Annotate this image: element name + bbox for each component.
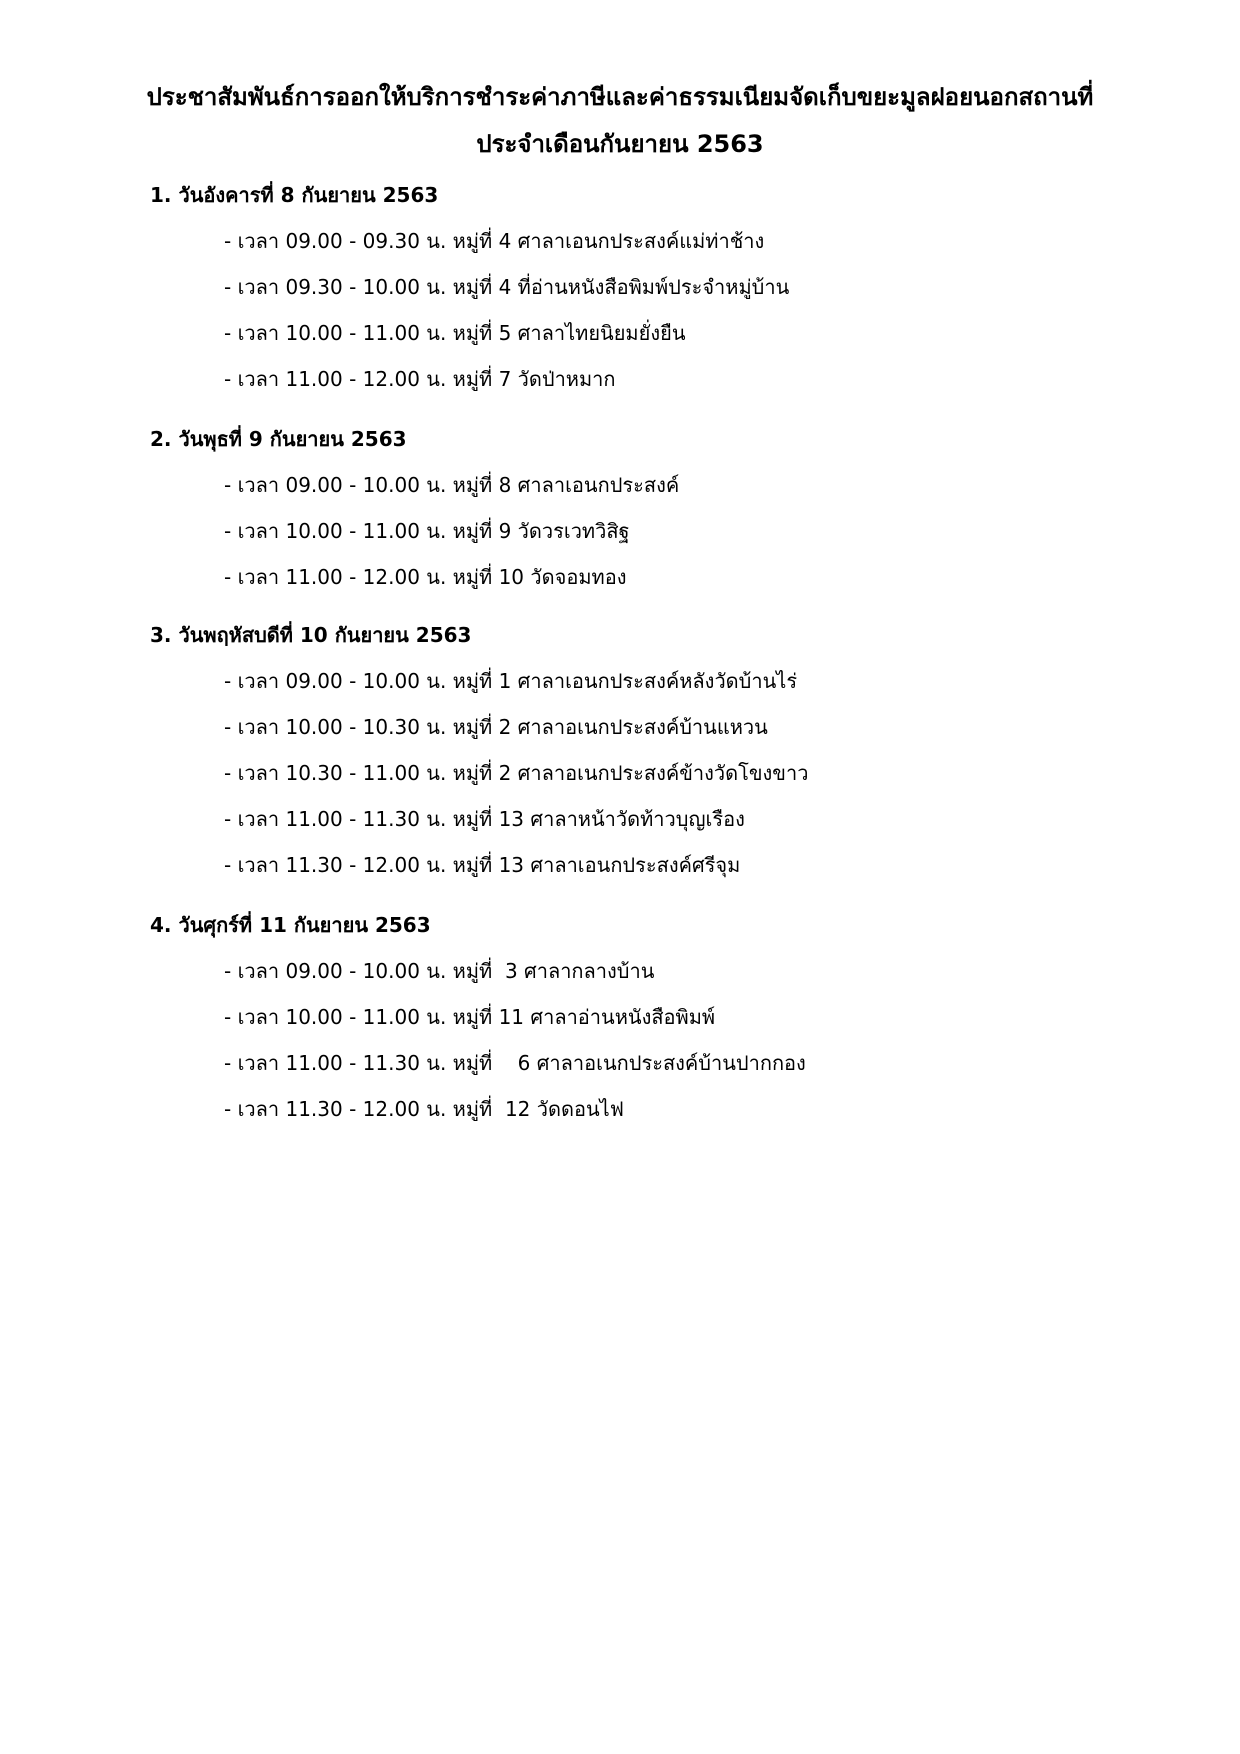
day-1-entry-2: - เวลา 09.30 - 10.00 น. หมู่ที่ 4 ที่อ่านหนังสือพิมพ์ประจำหมู่บ้าน xyxy=(224,275,790,299)
day-1-heading: 1. วันอังคารที่ 8 กันยายน 2563 xyxy=(150,183,439,207)
day-4-entry-1: - เวลา 09.00 - 10.00 น. หมู่ที่ 3 ศาลากลางบ้าน xyxy=(224,959,655,983)
day-2-entry-2: - เวลา 10.00 - 11.00 น. หมู่ที่ 9 วัดวรเวทวิสิฐ xyxy=(224,519,630,543)
day-3-entry-3: - เวลา 10.30 - 11.00 น. หมู่ที่ 2 ศาลาอเนกประสงค์ข้างวัดโขงขาว xyxy=(224,761,809,785)
day-3-entry-5: - เวลา 11.30 - 12.00 น. หมู่ที่ 13 ศาลาเอนกประสงค์ศรีจุม xyxy=(224,853,741,877)
document-title-line-2: ประจำเดือนกันยายน 2563 xyxy=(476,130,764,158)
day-1-entry-3: - เวลา 10.00 - 11.00 น. หมู่ที่ 5 ศาลาไทยนิยมยั่งยืน xyxy=(224,321,686,345)
document-title-line-1: ประชาสัมพันธ์การออกให้บริการชำระค่าภาษีและค่าธรรมเนียมจัดเก็บขยะมูลฝอยนอกสถานที่ xyxy=(146,83,1094,111)
day-4-entry-4: - เวลา 11.30 - 12.00 น. หมู่ที่ 12 วัดดอนไฟ xyxy=(224,1097,624,1121)
day-3-entry-4: - เวลา 11.00 - 11.30 น. หมู่ที่ 13 ศาลาหน้าวัดท้าวบุญเรือง xyxy=(224,807,745,831)
day-4-heading: 4. วันศุกร์ที่ 11 กันยายน 2563 xyxy=(150,913,431,937)
day-4-entry-3: - เวลา 11.00 - 11.30 น. หมู่ที่ 6 ศาลาอเนกประสงค์บ้านปากกอง xyxy=(224,1051,806,1075)
day-2-heading: 2. วันพุธที่ 9 กันยายน 2563 xyxy=(150,427,407,451)
day-3-entry-1: - เวลา 09.00 - 10.00 น. หมู่ที่ 1 ศาลาเอนกประสงค์หลังวัดบ้านไร่ xyxy=(224,669,798,693)
day-2-entry-1: - เวลา 09.00 - 10.00 น. หมู่ที่ 8 ศาลาเอนกประสงค์ xyxy=(224,473,680,497)
day-4-entry-2: - เวลา 10.00 - 11.00 น. หมู่ที่ 11 ศาลาอ่านหนังสือพิมพ์ xyxy=(224,1005,716,1029)
day-3-heading: 3. วันพฤหัสบดีที่ 10 กันยายน 2563 xyxy=(150,623,472,647)
day-3-entry-2: - เวลา 10.00 - 10.30 น. หมู่ที่ 2 ศาลาอเนกประสงค์บ้านแหวน xyxy=(224,715,768,739)
day-1-entry-4: - เวลา 11.00 - 12.00 น. หมู่ที่ 7 วัดป่าหมาก xyxy=(224,367,616,391)
day-1-entry-1: - เวลา 09.00 - 09.30 น. หมู่ที่ 4 ศาลาเอนกประสงค์แม่ท่าช้าง xyxy=(224,229,765,253)
day-2-entry-3: - เวลา 11.00 - 12.00 น. หมู่ที่ 10 วัดจอมทอง xyxy=(224,565,627,589)
